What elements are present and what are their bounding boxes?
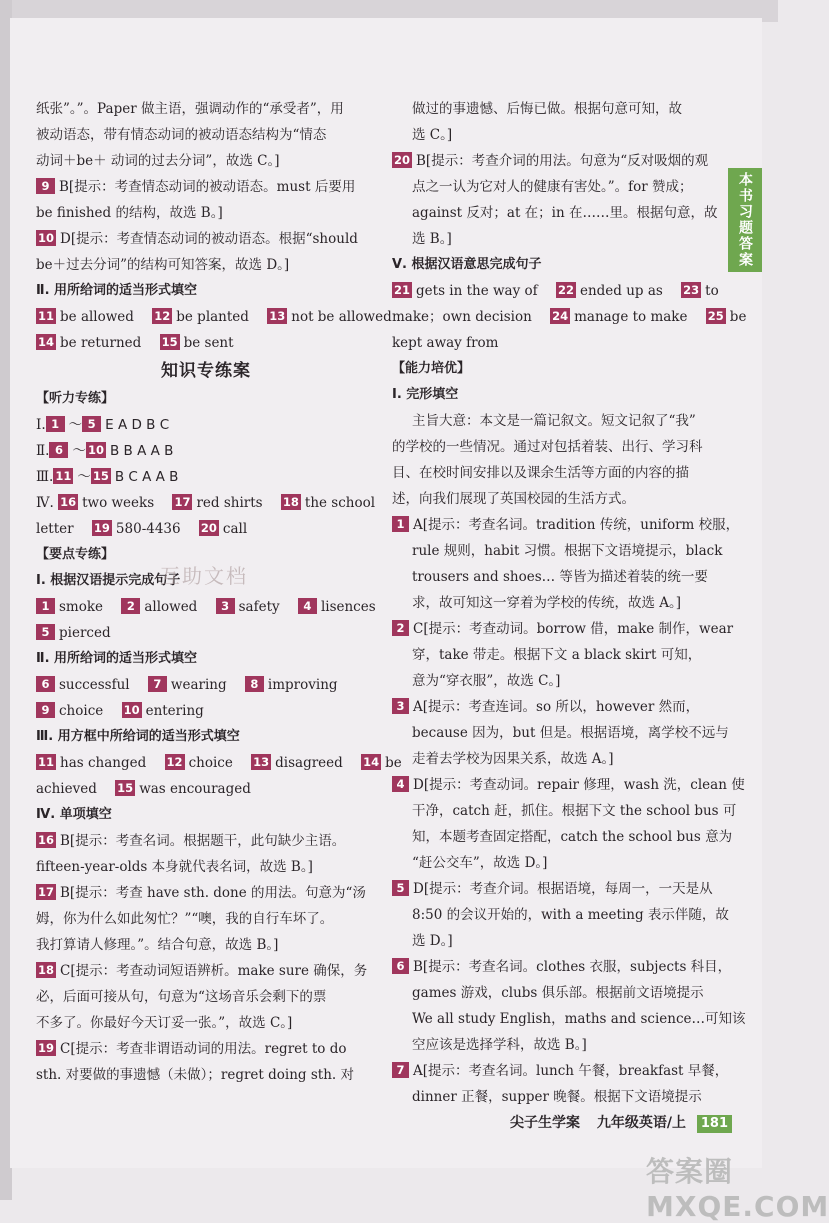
section-heading: Ⅴ. 根据汉语意思完成句子 [392,257,542,272]
answer-text: be returned [60,335,142,351]
question-number: 7 [392,1062,409,1078]
answer-text: be planted [176,309,249,325]
answer-row [36,594,376,620]
question-number: 9 [36,178,55,194]
text-line: We all study English，maths and science…可知该 [412,1011,746,1027]
text-line: 选 B。] [412,231,452,247]
answer-text: disagreed [275,755,343,771]
text-line: rule 规则，habit 习惯。根据下文语境提示，black [412,543,723,559]
roman-numeral: Ⅰ. [36,417,46,433]
section-heading: 【听力专练】 [36,391,115,406]
question-number: 17 [174,495,191,509]
answer-19 [36,1036,376,1062]
question-number: 5 [392,880,409,896]
text-line: 选 C。] [412,127,453,143]
answer-16 [36,828,376,854]
answer-text: letter [36,521,74,537]
question-number: 12 [154,309,171,323]
question-number: 24 [552,309,569,323]
answer-row [36,620,376,646]
answer-20 [392,148,722,174]
question-number: 11 [38,309,55,323]
summary-line: 目、在校时间安排以及课余生活等方面的内容的描 [392,465,689,481]
question-number: 19 [93,521,110,535]
section-title: 知识专练案 [161,361,251,381]
answer-text: red shirts [196,495,263,511]
question-number: 3 [392,698,409,714]
text-line: 意为“穿衣服”，故选 C。] [412,673,561,689]
answer-text: pierced [59,625,111,641]
answer-text: gets in the way of [416,283,538,299]
section-heading: Ⅲ. 用方框中所给词的适当形式填空 [36,729,240,744]
roman-numeral: Ⅱ. [36,443,50,459]
answer-text: has changed [60,755,147,771]
cloze-answer-6 [392,954,732,980]
question-number: 16 [38,833,55,847]
answer-text: wearing [170,677,227,693]
summary-line: 述，向我们展现了英国校园的生活方式。 [392,491,635,507]
answer-row [36,776,376,802]
left-column [36,96,402,1088]
answer-text: B C A A B [114,469,179,485]
listening-row [36,516,376,542]
listening-row: Ⅰ. 1 ～ 5 E A D B C [36,417,170,433]
question-number: 25 [707,309,724,323]
cloze-answer-7 [392,1058,729,1084]
section-heading: Ⅰ. 完形填空 [392,387,459,402]
section-heading: Ⅱ. 用所给词的适当形式填空 [36,283,198,298]
text-line: 不多了。你最好今天订妥一张。”，故选 C。] [36,1015,293,1031]
answer-text: D[提示：考查介词。根据语境，每周一，一天是从 [413,881,713,897]
text-line: 干净，catch 赶，抓住。根据下文 the school bus 可 [412,803,737,819]
answer-text: A[提示：考查名词。tradition 传统，uniform 校服， [413,517,740,533]
question-number: 1 [46,416,65,432]
question-number: 6 [36,676,55,692]
mid-watermark: 互助文档 [160,564,248,588]
answer-text: choice [59,703,104,719]
answer-text: to [705,283,719,299]
answer-9 [36,174,376,200]
text-line: 走着去学校为因果关系，故选 A。] [412,751,614,767]
answer-text: safety [238,599,280,615]
answer-text: ended up as [579,283,663,299]
listening-row: Ⅱ. 6 ～ 10 B B A A B [36,443,174,459]
answer-text: B[提示：考查 have sth. done 的用法。句意为“汤 [60,885,366,901]
question-number: 10 [123,703,140,717]
cloze-answer-4 [392,772,745,798]
answer-text: two weeks [82,495,155,511]
answer-text: B[提示：考查名词。根据题干，此句缺少主语。 [60,833,346,849]
text-line: 做过的事遗憾、后悔已做。根据句意可知，故 [412,101,682,117]
answer-text: achieved [36,781,97,797]
text-line: 8:50 的会议开始的，with a meeting 表示伴随，故 [412,907,729,923]
text-line: 姆，你为什么如此匆忙？”“噢，我的自行车坏了。 [36,911,334,927]
question-number: 3 [216,598,235,614]
question-number: 9 [36,702,55,718]
question-number: 13 [269,309,286,323]
question-number: 20 [394,153,411,167]
listening-row: Ⅲ. 11 ～ 15 B C A A B [36,469,179,485]
section-heading: 【要点专练】 [36,547,115,562]
answer-text: improving [267,677,338,693]
question-number: 18 [282,495,299,509]
question-number: 16 [60,495,77,509]
text-line: because 因为，but 但是。根据语境，离学校不远与 [412,725,729,741]
answer-text: not be allowed [291,309,392,325]
answer-text: the school [304,495,376,511]
question-number: 14 [38,335,55,349]
answer-10 [36,226,376,252]
question-number: 17 [38,885,55,899]
text-line: “赶公交车”，故选 D。] [412,855,548,871]
question-number: 23 [683,283,700,297]
roman-numeral: Ⅲ. [36,469,54,485]
text-line: 纸张”。”。Paper 做主语，强调动作的“承受者”，用 [36,101,344,117]
answer-text: E A D B C [105,417,170,433]
answer-18 [36,958,376,984]
answer-text: allowed [144,599,198,615]
side-tab[interactable]: 本书习题答案 [728,168,762,272]
text-line: 动词＋be＋ 动词的过去分词”，故选 C。] [36,153,280,169]
book-title: 尖子生学案 [510,1115,580,1131]
question-number: 11 [38,755,55,769]
text-line: 被动语态，带有情态动词的被动语态结构为“情态 [36,127,327,143]
text-line: dinner 正餐，supper 晚餐。根据下文语境提示 [412,1089,702,1105]
question-number: 14 [363,755,380,769]
question-number: 6 [49,442,68,458]
answer-row [36,750,402,776]
summary-line: 的学校的一些情况。通过对包括着装、出行、学习科 [392,439,703,455]
question-number: 15 [92,469,109,483]
answer-text: A[提示：考查连词。so 所以，however 然而， [413,699,700,715]
roman-numeral: Ⅳ. [36,495,54,511]
answer-text: lisences [320,599,376,615]
text-line: 点之一认为它对人的健康有害处。”。for 赞成； [412,179,693,195]
question-number: 4 [392,776,409,792]
answer-row [392,304,747,330]
section-heading: Ⅰ. 根据汉语提示完成句子 [36,573,181,588]
question-number: 12 [166,755,183,769]
answer-text: be [729,309,747,325]
cloze-answer-1 [392,512,740,538]
text-line: against 反对；at 在；in 在……里。根据句意，故 [412,205,718,221]
answer-text: C[提示：考查动词短语辨析。make sure 确保，务 [60,963,368,979]
text-line: kept away from [392,335,499,351]
question-number: 20 [200,521,217,535]
answer-text: was encouraged [139,781,251,797]
answer-text: be [385,755,402,771]
question-number: 13 [253,755,270,769]
answer-text: A[提示：考查名词。lunch 午餐，breakfast 早餐， [413,1063,729,1079]
cloze-answer-5 [392,876,722,902]
answer-row [392,278,722,304]
answer-text: smoke [59,599,104,615]
text-line: games 游戏，clubs 俱乐部。根据前文语境提示 [412,985,704,1001]
answer-text: B B A A B [109,443,174,459]
answer-text: C[提示：考查动词。borrow 借，make 制作，wear [413,621,734,637]
text-line: 必，后面可接从句，句意为“这场音乐会剩下的票 [36,989,327,1005]
answer-text: be allowed [60,309,134,325]
question-number: 8 [245,676,264,692]
text-line: fifteen-year-olds 本身就代表名词，故选 B。] [36,859,313,875]
text-line: 知，本题考查固定搭配，catch the school bus 意为 [412,829,733,845]
question-number: 2 [392,620,409,636]
question-number: 2 [121,598,140,614]
answer-text: choice [188,755,233,771]
question-number: 4 [298,598,317,614]
answer-text: successful [59,677,130,693]
answer-row [36,698,376,724]
page-footer [510,1112,740,1133]
answer-row [36,330,376,356]
answer-text: 580-4436 [115,521,181,537]
question-number: 15 [117,781,134,795]
question-number: 10 [38,231,55,245]
cloze-answer-3 [392,694,722,720]
text-line: 穿，take 带走。根据下文 a black skirt 可知， [412,647,702,663]
section-heading: Ⅱ. 用所给词的适当形式填空 [36,651,198,666]
question-number: 11 [55,469,72,483]
answer-text: entering [145,703,204,719]
answer-text: B[提示：考查名词。clothes 衣服，subjects 科目， [413,959,732,975]
answer-text: be sent [183,335,234,351]
page-number: 181 [697,1115,732,1133]
answer-text: C[提示：考查非谓语动词的用法。regret to do [60,1041,347,1057]
answer-text: manage to make [574,309,688,325]
question-number: 6 [392,958,409,974]
text-line: be finished 的结构，故选 B。] [36,205,223,221]
question-number: 10 [87,443,104,457]
answer-text: call [222,521,248,537]
question-number: 5 [82,416,101,432]
question-number: 19 [38,1041,55,1055]
question-number: 5 [36,624,55,640]
text-line: sth. 对要做的事遗憾（未做）；regret doing sth. 对 [36,1067,354,1083]
question-number: 18 [38,963,55,977]
answer-text: D[提示：考查动词。repair 修理，wash 洗，clean 使 [413,777,745,793]
text-line: 选 D。] [412,933,453,949]
question-number: 21 [394,283,411,297]
text-line: 我打算请人修理。”。结合句意，故选 B。] [36,937,279,953]
listening-row [36,490,376,516]
answer-text: B[提示：考查情态动词的被动语态。must 后要用 [59,179,356,195]
question-number: 15 [161,335,178,349]
section-heading: Ⅳ. 单项填空 [36,807,112,822]
answer-row [36,672,376,698]
question-number: 7 [148,676,167,692]
text-line: trousers and shoes… 等皆为描述着装的统一要 [412,569,708,585]
question-number: 22 [557,283,574,297]
cloze-answer-2 [392,616,734,642]
text-line: 求，故可知这一穿着为学校的传统，故选 A。] [412,595,682,611]
question-number: 1 [36,598,55,614]
answer-row [36,304,392,330]
text-line: 空应该是选择学科，故选 B。] [412,1037,587,1053]
answer-text: B[提示：考查介词的用法。句意为“反对吸烟的观 [416,153,709,169]
text-line: be＋过去分词”的结构可知答案，故选 D。] [36,257,290,273]
summary-line: 主旨大意：本文是一篇记叙文。短文记叙了“我” [412,413,696,429]
section-heading: 【能力培优】 [392,361,471,376]
question-number: 1 [392,516,409,532]
corner-watermark: 答案圈 MXQE.COM [646,1155,829,1223]
grade-label: 九年级英语/上 [596,1115,686,1131]
answer-17 [36,880,376,906]
answer-text: make；own decision [392,309,532,325]
answer-text: D[提示：考查情态动词的被动语态。根据“should [60,231,358,247]
